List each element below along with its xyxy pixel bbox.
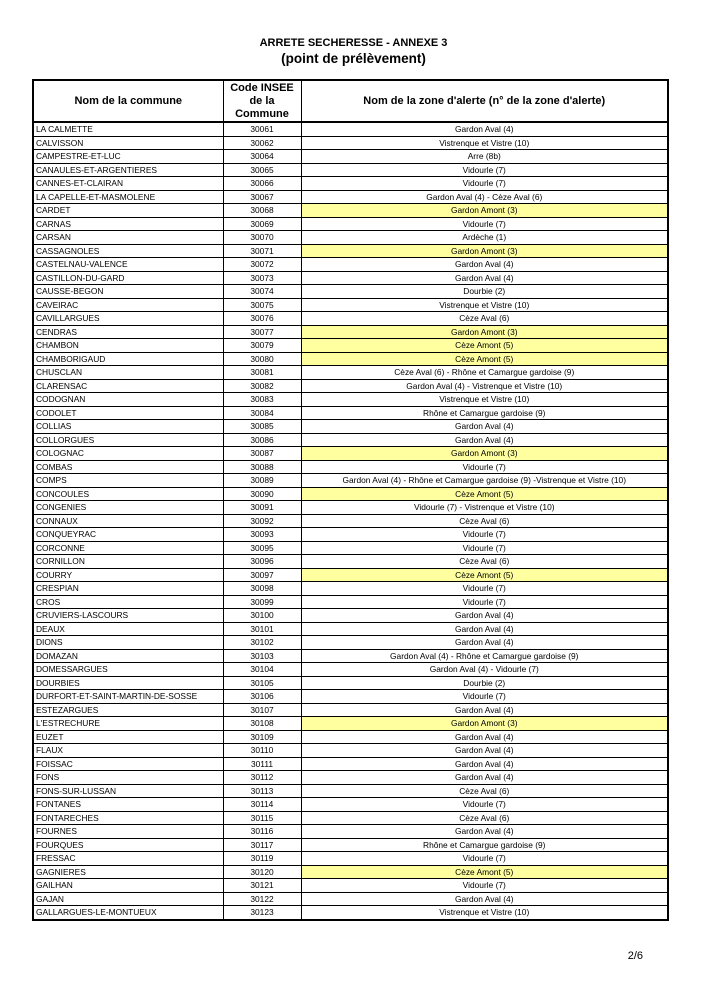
table-row: [33, 420, 668, 434]
cell-commune: LA CALMETTE: [33, 122, 223, 136]
cell-code-insee: 30071: [223, 244, 301, 258]
cell-code-insee: 30088: [223, 460, 301, 474]
cell-zone-alerte: Gardon Aval (4): [301, 271, 668, 285]
table-row: [33, 636, 668, 650]
table-row: [33, 352, 668, 366]
cell-commune: CHAMBORIGAUD: [33, 352, 223, 366]
cell-zone-alerte: Rhône et Camargue gardoise (9): [301, 838, 668, 852]
cell-zone-alerte: Vidourle (7): [301, 177, 668, 191]
cell-commune: LA CAPELLE-ET-MASMOLENE: [33, 190, 223, 204]
cell-zone-alerte: Gardon Aval (4): [301, 609, 668, 623]
cell-code-insee: 30089: [223, 474, 301, 488]
cell-commune: GAGNIERES: [33, 865, 223, 879]
cell-commune: CROS: [33, 595, 223, 609]
table-row: [33, 906, 668, 920]
table-row: [33, 366, 668, 380]
table-row: [33, 312, 668, 326]
cell-commune: CONNAUX: [33, 514, 223, 528]
table-row: [33, 474, 668, 488]
cell-code-insee: 30076: [223, 312, 301, 326]
cell-commune: FOURQUES: [33, 838, 223, 852]
table-body: [33, 122, 668, 920]
header-zone-alerte: Nom de la zone d'alerte (n° de la zone d'alerte): [301, 80, 668, 122]
cell-code-insee: 30100: [223, 609, 301, 623]
page-subtitle: (point de prélèvement): [281, 51, 426, 66]
cell-zone-alerte: Vidourle (7): [301, 690, 668, 704]
cell-code-insee: 30107: [223, 703, 301, 717]
cell-commune: CRESPIAN: [33, 582, 223, 596]
cell-commune: DIONS: [33, 636, 223, 650]
table-row: [33, 595, 668, 609]
cell-zone-alerte: Gardon Amont (3): [301, 244, 668, 258]
cell-commune: COLLIAS: [33, 420, 223, 434]
cell-commune: CASTILLON-DU-GARD: [33, 271, 223, 285]
table-row: [33, 244, 668, 258]
cell-code-insee: 30064: [223, 150, 301, 164]
cell-code-insee: 30077: [223, 325, 301, 339]
cell-zone-alerte: Gardon Aval (4): [301, 122, 668, 136]
page-title: ARRETE SECHERESSE - ANNEXE 3: [259, 37, 448, 49]
cell-commune: CARDET: [33, 204, 223, 218]
table-row: [33, 703, 668, 717]
table-row: [33, 406, 668, 420]
cell-code-insee: 30108: [223, 717, 301, 731]
cell-code-insee: 30073: [223, 271, 301, 285]
cell-zone-alerte: Gardon Aval (4) - Vistrenque et Vistre (10): [301, 379, 668, 393]
cell-code-insee: 30096: [223, 555, 301, 569]
cell-commune: DOURBIES: [33, 676, 223, 690]
cell-zone-alerte: Gardon Aval (4) - Cèze Aval (6): [301, 190, 668, 204]
cell-zone-alerte: Cèze Amont (5): [301, 339, 668, 353]
cell-zone-alerte: Gardon Amont (3): [301, 717, 668, 731]
cell-zone-alerte: Gardon Aval (4) - Vidourle (7): [301, 663, 668, 677]
cell-code-insee: 30068: [223, 204, 301, 218]
cell-zone-alerte: Cèze Amont (5): [301, 568, 668, 582]
cell-commune: GAILHAN: [33, 879, 223, 893]
cell-code-insee: 30122: [223, 892, 301, 906]
cell-code-insee: 30109: [223, 730, 301, 744]
table-row: [33, 811, 668, 825]
cell-commune: CORCONNE: [33, 541, 223, 555]
cell-commune: DOMAZAN: [33, 649, 223, 663]
cell-zone-alerte: Cèze Amont (5): [301, 865, 668, 879]
cell-code-insee: 30123: [223, 906, 301, 920]
table-row: [33, 744, 668, 758]
cell-code-insee: 30081: [223, 366, 301, 380]
cell-zone-alerte: Gardon Aval (4): [301, 730, 668, 744]
table-row: [33, 163, 668, 177]
cell-code-insee: 30099: [223, 595, 301, 609]
cell-commune: GAJAN: [33, 892, 223, 906]
cell-code-insee: 30093: [223, 528, 301, 542]
cell-zone-alerte: Vistrenque et Vistre (10): [301, 298, 668, 312]
cell-zone-alerte: Gardon Amont (3): [301, 204, 668, 218]
cell-code-insee: 30082: [223, 379, 301, 393]
table-row: [33, 676, 668, 690]
table-row: [33, 177, 668, 191]
cell-zone-alerte: Cèze Aval (6): [301, 555, 668, 569]
cell-zone-alerte: Gardon Aval (4): [301, 703, 668, 717]
cell-commune: CENDRAS: [33, 325, 223, 339]
cell-code-insee: 30110: [223, 744, 301, 758]
cell-zone-alerte: Cèze Amont (5): [301, 352, 668, 366]
cell-code-insee: 30121: [223, 879, 301, 893]
cell-commune: CAVILLARGUES: [33, 312, 223, 326]
cell-zone-alerte: Gardon Aval (4): [301, 825, 668, 839]
communes-table: [32, 79, 669, 921]
cell-code-insee: 30119: [223, 852, 301, 866]
cell-commune: FRESSAC: [33, 852, 223, 866]
cell-commune: COURRY: [33, 568, 223, 582]
table-row: [33, 825, 668, 839]
cell-code-insee: 30092: [223, 514, 301, 528]
cell-code-insee: 30111: [223, 757, 301, 771]
cell-commune: DOMESSARGUES: [33, 663, 223, 677]
cell-commune: CAMPESTRE-ET-LUC: [33, 150, 223, 164]
cell-zone-alerte: Vistrenque et Vistre (10): [301, 136, 668, 150]
cell-commune: CALVISSON: [33, 136, 223, 150]
cell-code-insee: 30115: [223, 811, 301, 825]
cell-code-insee: 30085: [223, 420, 301, 434]
cell-zone-alerte: Ardèche (1): [301, 231, 668, 245]
cell-commune: COLLORGUES: [33, 433, 223, 447]
cell-code-insee: 30074: [223, 285, 301, 299]
cell-zone-alerte: Cèze Aval (6) - Rhône et Camargue gardoise (9): [301, 366, 668, 380]
cell-code-insee: 30090: [223, 487, 301, 501]
table-row: [33, 285, 668, 299]
cell-commune: CORNILLON: [33, 555, 223, 569]
cell-zone-alerte: Rhône et Camargue gardoise (9): [301, 406, 668, 420]
cell-code-insee: 30097: [223, 568, 301, 582]
table-row: [33, 852, 668, 866]
cell-zone-alerte: Gardon Aval (4): [301, 771, 668, 785]
table-row: [33, 447, 668, 461]
table-row: [33, 541, 668, 555]
cell-code-insee: 30087: [223, 447, 301, 461]
cell-code-insee: 30105: [223, 676, 301, 690]
cell-zone-alerte: Vidourle (7): [301, 852, 668, 866]
cell-code-insee: 30113: [223, 784, 301, 798]
cell-commune: CONGENIES: [33, 501, 223, 515]
cell-commune: CAVEIRAC: [33, 298, 223, 312]
cell-zone-alerte: Vidourle (7): [301, 460, 668, 474]
cell-commune: DURFORT-ET-SAINT-MARTIN-DE-SOSSE: [33, 690, 223, 704]
cell-zone-alerte: Cèze Amont (5): [301, 487, 668, 501]
table-row: [33, 271, 668, 285]
cell-zone-alerte: Cèze Aval (6): [301, 514, 668, 528]
table-row: [33, 649, 668, 663]
cell-commune: CANAULES-ET-ARGENTIERES: [33, 163, 223, 177]
cell-code-insee: 30086: [223, 433, 301, 447]
cell-commune: CONCOULES: [33, 487, 223, 501]
cell-code-insee: 30069: [223, 217, 301, 231]
cell-commune: CASTELNAU-VALENCE: [33, 258, 223, 272]
cell-commune: FONS-SUR-LUSSAN: [33, 784, 223, 798]
table-row: [33, 784, 668, 798]
cell-code-insee: 30079: [223, 339, 301, 353]
cell-zone-alerte: Gardon Aval (4): [301, 757, 668, 771]
cell-zone-alerte: Gardon Aval (4): [301, 433, 668, 447]
table-row: [33, 339, 668, 353]
cell-commune: FONTANES: [33, 798, 223, 812]
cell-commune: L'ESTRECHURE: [33, 717, 223, 731]
cell-zone-alerte: Vidourle (7): [301, 798, 668, 812]
table-row: [33, 258, 668, 272]
cell-zone-alerte: Dourbie (2): [301, 676, 668, 690]
table-row: [33, 122, 668, 136]
cell-code-insee: 30070: [223, 231, 301, 245]
cell-commune: CHAMBON: [33, 339, 223, 353]
table-row: [33, 757, 668, 771]
cell-zone-alerte: Gardon Amont (3): [301, 325, 668, 339]
cell-zone-alerte: Arre (8b): [301, 150, 668, 164]
cell-commune: FONS: [33, 771, 223, 785]
cell-commune: DEAUX: [33, 622, 223, 636]
cell-code-insee: 30103: [223, 649, 301, 663]
table-row: [33, 798, 668, 812]
cell-zone-alerte: Vidourle (7): [301, 879, 668, 893]
cell-code-insee: 30106: [223, 690, 301, 704]
cell-commune: CANNES-ET-CLAIRAN: [33, 177, 223, 191]
table-row: [33, 730, 668, 744]
cell-zone-alerte: Vistrenque et Vistre (10): [301, 393, 668, 407]
cell-zone-alerte: Cèze Aval (6): [301, 811, 668, 825]
cell-code-insee: 30101: [223, 622, 301, 636]
table-row: [33, 217, 668, 231]
cell-zone-alerte: Vidourle (7): [301, 163, 668, 177]
table-row: [33, 690, 668, 704]
table-row: [33, 892, 668, 906]
cell-commune: FOISSAC: [33, 757, 223, 771]
header-code-insee: Code INSEE de la Commune: [223, 80, 301, 122]
cell-commune: FLAUX: [33, 744, 223, 758]
cell-commune: CLARENSAC: [33, 379, 223, 393]
cell-code-insee: 30102: [223, 636, 301, 650]
cell-zone-alerte: Gardon Aval (4): [301, 258, 668, 272]
cell-zone-alerte: Cèze Aval (6): [301, 784, 668, 798]
table-row: [33, 582, 668, 596]
cell-code-insee: 30067: [223, 190, 301, 204]
cell-zone-alerte: Vidourle (7): [301, 528, 668, 542]
cell-code-insee: 30104: [223, 663, 301, 677]
cell-zone-alerte: Vidourle (7): [301, 582, 668, 596]
cell-zone-alerte: Gardon Aval (4) - Rhône et Camargue gardoise (9): [301, 649, 668, 663]
cell-zone-alerte: Gardon Aval (4): [301, 744, 668, 758]
cell-code-insee: 30065: [223, 163, 301, 177]
cell-commune: CODOGNAN: [33, 393, 223, 407]
cell-commune: EUZET: [33, 730, 223, 744]
table-row: [33, 771, 668, 785]
table-row: [33, 379, 668, 393]
table-row: [33, 298, 668, 312]
cell-code-insee: 30091: [223, 501, 301, 515]
table-row: [33, 204, 668, 218]
table-row: [33, 150, 668, 164]
cell-commune: CARSAN: [33, 231, 223, 245]
table-row: [33, 460, 668, 474]
cell-commune: CONQUEYRAC: [33, 528, 223, 542]
table-row: [33, 325, 668, 339]
cell-code-insee: 30112: [223, 771, 301, 785]
table-row: [33, 622, 668, 636]
table-row: [33, 514, 668, 528]
cell-code-insee: 30114: [223, 798, 301, 812]
cell-commune: CODOLET: [33, 406, 223, 420]
table-row: [33, 393, 668, 407]
table-row: [33, 838, 668, 852]
table-row: [33, 136, 668, 150]
cell-commune: GALLARGUES-LE-MONTUEUX: [33, 906, 223, 920]
table-header-row: [33, 80, 668, 122]
page-number: 2/6: [627, 950, 643, 962]
cell-zone-alerte: Cèze Aval (6): [301, 312, 668, 326]
header-commune: Nom de la commune: [33, 80, 223, 122]
cell-zone-alerte: Dourbie (2): [301, 285, 668, 299]
table-row: [33, 717, 668, 731]
cell-commune: CAUSSE-BEGON: [33, 285, 223, 299]
cell-code-insee: 30116: [223, 825, 301, 839]
cell-zone-alerte: Gardon Aval (4): [301, 892, 668, 906]
cell-commune: COMBAS: [33, 460, 223, 474]
cell-commune: COLOGNAC: [33, 447, 223, 461]
table-row: [33, 865, 668, 879]
cell-zone-alerte: Vistrenque et Vistre (10): [301, 906, 668, 920]
cell-zone-alerte: Gardon Amont (3): [301, 447, 668, 461]
cell-code-insee: 30062: [223, 136, 301, 150]
table-row: [33, 528, 668, 542]
cell-code-insee: 30120: [223, 865, 301, 879]
table-row: [33, 487, 668, 501]
cell-code-insee: 30080: [223, 352, 301, 366]
cell-code-insee: 30117: [223, 838, 301, 852]
cell-code-insee: 30061: [223, 122, 301, 136]
cell-code-insee: 30075: [223, 298, 301, 312]
cell-code-insee: 30095: [223, 541, 301, 555]
table-row: [33, 231, 668, 245]
cell-code-insee: 30072: [223, 258, 301, 272]
cell-commune: ESTEZARGUES: [33, 703, 223, 717]
cell-code-insee: 30084: [223, 406, 301, 420]
cell-commune: CASSAGNOLES: [33, 244, 223, 258]
table-row: [33, 879, 668, 893]
cell-commune: CARNAS: [33, 217, 223, 231]
table-row: [33, 609, 668, 623]
cell-code-insee: 30098: [223, 582, 301, 596]
cell-zone-alerte: Vidourle (7): [301, 541, 668, 555]
cell-code-insee: 30066: [223, 177, 301, 191]
table-row: [33, 568, 668, 582]
cell-zone-alerte: Gardon Aval (4): [301, 636, 668, 650]
cell-zone-alerte: Gardon Aval (4) - Rhône et Camargue gardoise (9) -Vistrenque et Vistre (10): [301, 474, 668, 488]
cell-zone-alerte: Gardon Aval (4): [301, 420, 668, 434]
cell-commune: COMPS: [33, 474, 223, 488]
cell-zone-alerte: Vidourle (7): [301, 217, 668, 231]
table-row: [33, 433, 668, 447]
table-row: [33, 555, 668, 569]
cell-zone-alerte: Vidourle (7) - Vistrenque et Vistre (10): [301, 501, 668, 515]
cell-commune: FOURNES: [33, 825, 223, 839]
cell-zone-alerte: Vidourle (7): [301, 595, 668, 609]
cell-commune: FONTARECHES: [33, 811, 223, 825]
table-row: [33, 663, 668, 677]
cell-commune: CHUSCLAN: [33, 366, 223, 380]
cell-commune: CRUVIERS-LASCOURS: [33, 609, 223, 623]
cell-zone-alerte: Gardon Aval (4): [301, 622, 668, 636]
table-row: [33, 190, 668, 204]
table-row: [33, 501, 668, 515]
cell-code-insee: 30083: [223, 393, 301, 407]
